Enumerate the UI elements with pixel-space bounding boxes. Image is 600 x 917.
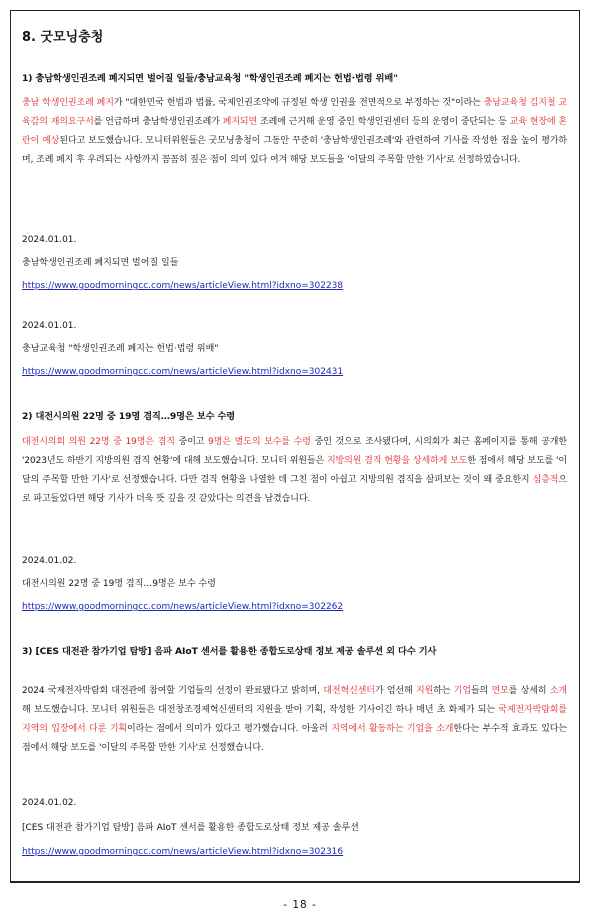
body-text: 중이고 [174, 437, 209, 447]
article-3-heading: 3) [CES 대전관 참가기업 탐방] 음파 AIoT 센서를 활용한 종합도로상태 정보 제공 솔루션 외 다수 기사 [22, 646, 437, 657]
highlighted-text: 교육 현장에 혼란이 예상 [22, 117, 568, 146]
highlighted-text: 국제전자박람회를 지역의 입장에서 다룬 기획 [22, 705, 567, 734]
article-2-body [22, 433, 567, 509]
article-3-ref-1-date: 2024.01.02. [22, 798, 77, 808]
highlighted-text: 대전시의회 의원 22명 중 19명은 겸직 [22, 437, 175, 447]
article-1-ref-1-title: 충남학생인권조례 폐지되면 벌어질 일들 [22, 258, 179, 268]
article-2-heading: 2) 대전시의원 22명 중 19명 겸직…9명은 보수 수령 [22, 411, 236, 422]
highlighted-text: 폐지되면 [222, 117, 258, 127]
highlighted-text: 지원 [416, 686, 434, 696]
article-3-body [22, 682, 567, 758]
article-1-ref-2-link[interactable]: https://www.goodmorningcc.com/news/articleView.html?idxno=302431 [22, 367, 344, 377]
article-1-body [22, 94, 567, 170]
highlighted-text: 충남 학생인권조례 폐지 [22, 98, 114, 108]
highlighted-text: 충남교육청 김지철 교육감의 재의요구서 [22, 98, 567, 127]
article-1-ref-2-date: 2024.01.01. [22, 321, 77, 331]
section-title: 8. 굿모닝충청 [22, 30, 104, 45]
body-text: 이라는 점에서 의미가 있다고 평가했습니다. 아울러 [127, 724, 332, 734]
article-1-ref-1-date: 2024.01.01. [22, 235, 77, 245]
highlighted-text: 대전혁신센터 [323, 686, 375, 696]
highlighted-text: 9명은 별도의 보수를 수령 [208, 437, 311, 447]
highlighted-text: 소개 [549, 686, 567, 696]
body-text: 가 엄선해 [374, 686, 416, 696]
body-text: 를 언급하며 충남학생인권조례가 [93, 117, 223, 127]
body-text: 된다고 보도했습니다. 모니터위원들은 굿모닝충청이 그동안 꾸준히 '충남학생인권조례'와 관련하여 기사를 작성한 점을 높이 평가하며, 조례 폐지 후 우려되는 사항까지 꼼꼼히 짚은 점이 의미 있다 여겨 해당 보도들을 '이달의 주목할 만한 기사'로 선정하였습니다. [22, 136, 567, 165]
article-1-ref-2-title: 충남교육청 "학생인권조례 폐지는 헌법·법령 위배" [22, 344, 219, 354]
body-text: 하는 [433, 686, 454, 696]
highlighted-text: 지역에서 활동하는 기업을 소개 [331, 724, 454, 734]
body-text: 한 점에서 해당 보도를 '이달의 주목할 만한 기사'로 선정했습니다. 다만 겸직 현황을 나열한 데 그친 점이 아쉽고 지방의원 겸직을 살펴보는 것이 왜 중요한지 [22, 456, 567, 485]
body-text: 중인 것으로 조사됐다며, 시의회가 최근 홈페이지를 통해 공개한 '2023년도 하반기 지방의원 겸직 현황'에 대해 보도했습니다. 모니터 위원들은 [22, 437, 567, 466]
highlighted-text: 기업 [453, 686, 471, 696]
highlighted-text: 지방의원 겸직 현황을 상세하게 보도 [326, 456, 468, 466]
article-1-ref-1-link[interactable]: https://www.goodmorningcc.com/news/articleView.html?idxno=302238 [22, 281, 344, 291]
body-text: 가 "대한민국 헌법과 법률, 국제인권조약에 규정된 학생 인권을 전면적으로 부정하는 것"이라는 [113, 98, 484, 108]
article-1-heading: 1) 충남학생인권조례 폐지되면 벌어질 일들/충남교육청 "학생인권조례 폐지는 헌법·법령 위배" [22, 73, 398, 84]
body-text: 한다는 부수적 효과도 있다는 점에서 해당 보도를 '이달의 주목할 만한 기사'로 선정했습니다. [22, 724, 567, 753]
body-text: 를 상세히 [508, 686, 550, 696]
body-text: 2024 국제전자박람회 대전관에 참여할 기업들의 선정이 완료됐다고 밝히며, [22, 686, 324, 696]
body-text: 조례에 근거해 운영 중인 학생인권센터 등의 운영이 중단되는 등 [257, 117, 510, 127]
body-text: 들의 [470, 686, 492, 696]
article-3-ref-1-link[interactable]: https://www.goodmorningcc.com/news/articleView.html?idxno=302316 [22, 847, 344, 857]
highlighted-text: 면모 [491, 686, 509, 696]
article-2-ref-1-title: 대전시의원 22명 중 19명 겸직…9명은 보수 수령 [22, 579, 216, 589]
highlighted-text: 심층적 [532, 475, 559, 485]
article-2-ref-1-link[interactable]: https://www.goodmorningcc.com/news/articleView.html?idxno=302262 [22, 602, 344, 612]
article-2-ref-1-date: 2024.01.02. [22, 556, 77, 566]
article-3-ref-1-title: [CES 대전관 참가기업 탐방] 음파 AIoT 센서를 활용한 종합도로상태 정보 제공 솔루션 [22, 823, 359, 833]
body-text: 으로 파고들었다면 해당 기사가 더욱 뜻 깊을 것 같았다는 의견을 남겼습니다. [22, 475, 567, 504]
page-number: - 18 - [283, 899, 317, 911]
body-text: 해 보도했습니다. 모니터 위원들은 대전창조경제혁신센터의 지원을 받아 기획, 작성한 기사이긴 하나 매년 초 화제가 되는 [22, 705, 499, 715]
